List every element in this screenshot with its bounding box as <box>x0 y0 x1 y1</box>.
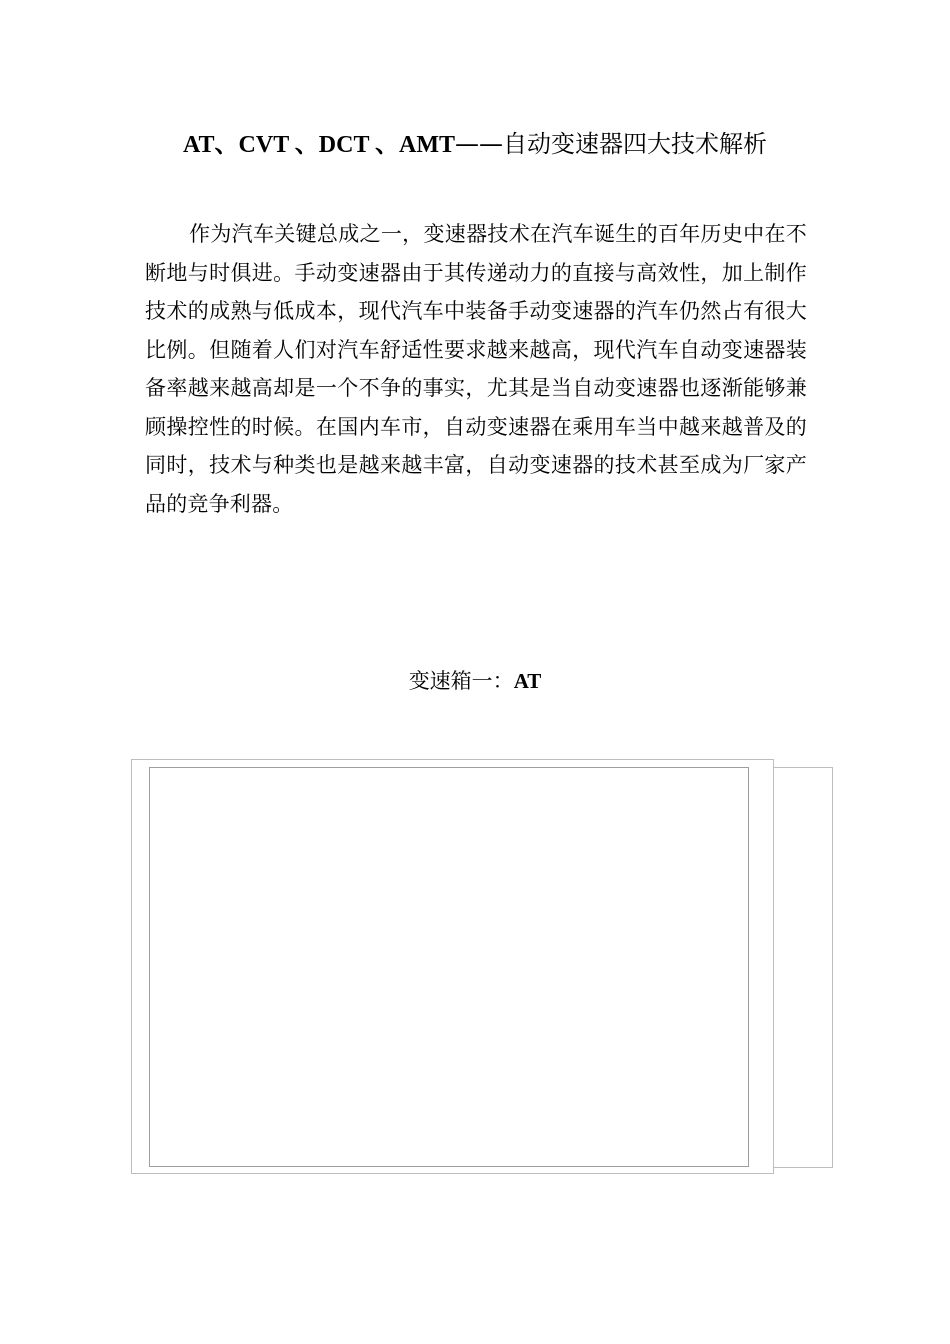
section-prefix: 变速箱一： <box>408 669 514 693</box>
figure-shadow-frame <box>772 767 833 1168</box>
document-title <box>0 126 950 163</box>
section-name: AT <box>513 669 542 693</box>
intro-paragraph: 作为汽车关键总成之一，变速器技术在汽车诞生的百年历史中在不断地与时俱进。手动变速器由于其传递动力的直接与高效性，加上制作技术的成熟与低成本，现代汽车中装备手动变速器的汽车仍然占有很大比例。但随着人们对汽车舒适性要求越来越高，现代汽车自动变速器装备率越来越高却是一个不争的事实，尤其是当自动变速器也逐渐能够兼顾操控性的时候。在国内车市，自动变速器在乘用车当中越来越普及的同时，技术与种类也是越来越丰富，自动变速器的技术甚至成为厂家产品的竞争利器。 <box>145 222 807 516</box>
section-heading <box>0 664 950 698</box>
title-dash: —— <box>455 130 504 158</box>
figure-image-placeholder <box>149 767 749 1167</box>
title-latin: AT、CVT 、DCT 、AMT <box>182 132 456 158</box>
title-cjk: 自动变速器四大技术解析 <box>503 130 768 158</box>
